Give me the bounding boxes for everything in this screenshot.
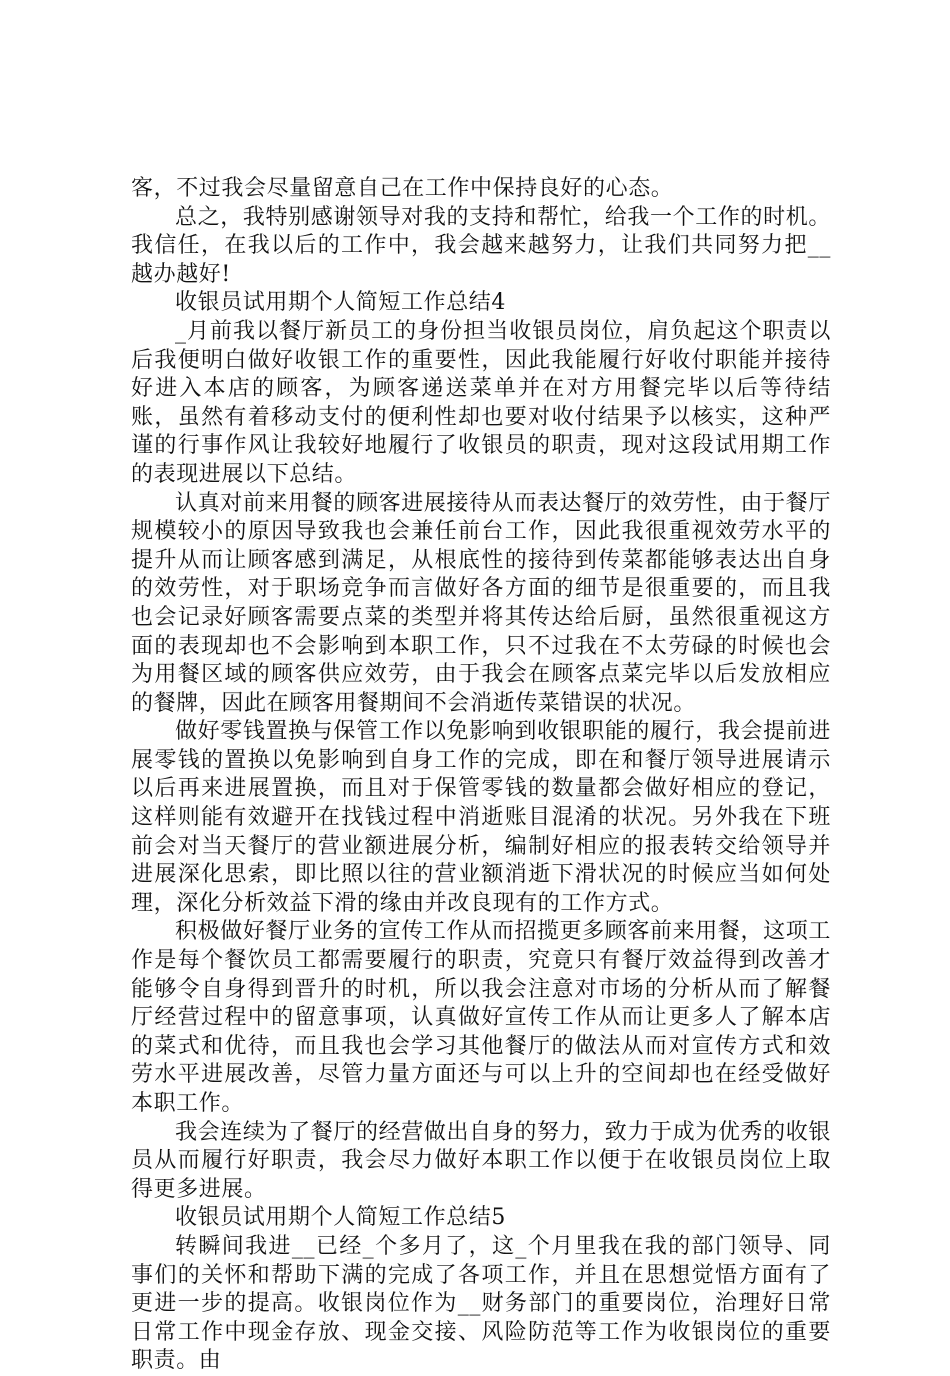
- paragraph-promotion: 积极做好餐厅业务的宣传工作从而招揽更多顾客前来用餐，这项工作是每个餐饮员工都需要履行的职责，究竟只有餐厅效益得到改善才能够令自身得到晋升的时机，所以我会注意对市场的分析从而了解餐厅经营过程中的留意事项，认真做好宣传工作从而让更多人了解本店的菜式和优待，而且我也会学习其他餐厅的做法从而对宣传方式和效劳水平进展改善，尽管力量方面还与可以上升的空间却也在经受做好本职工作。: [131, 919, 831, 1116]
- paragraph-change-management: 做好零钱置换与保管工作以免影响到收银职能的履行，我会提前进展零钱的置换以免影响到自身工作的完成，即在和餐厅领导进展请示以后再来进展置换，而且对于保管零钱的数量都会做好相应的登记，这样则能有效避开在找钱过程中消逝账目混淆的状况。另外我在下班前会对当天餐厅的营业额进展分析，编制好相应的报表转交给领导并进展深化思索，即比照以往的营业额消逝下滑状况的时候应当如何处理，深化分析效益下滑的缘由并改良现有的工作方式。: [131, 719, 831, 916]
- paragraph-conclusion-4: 我会连续为了餐厅的经营做出自身的努力，致力于成为优秀的收银员从而履行好职责，我会尽力做好本职工作以便于在收银员岗位上取得更多进展。: [131, 1119, 831, 1202]
- paragraph-intro-4: _月前我以餐厅新员工的身份担当收银员岗位，肩负起这个职责以后我便明白做好收银工作的重要性，因此我能履行好收付职能并接待好进入本店的顾客，为顾客递送菜单并在对方用餐完毕以后等待结账，虽然有着移动支付的便利性却也要对收付结果予以核实，这种严谨的行事作风让我较好地履行了收银员的职责，现对这段试用期工作的表现进展以下总结。: [131, 318, 831, 487]
- section-heading-5: 收银员试用期个人简短工作总结5: [175, 1205, 506, 1231]
- section-heading-4: 收银员试用期个人简短工作总结4: [175, 290, 506, 316]
- document-body: [131, 175, 831, 1376]
- paragraph-intro-5: 转瞬间我进__已经_个多月了，这_个月里我在我的部门领导、同事们的关怀和帮助下满的完成了各项工作，并且在思想觉悟方面有了更进一步的提高。收银岗位作为__财务部门的重要岗位，治理好日常日常工作中现金存放、现金交接、风险防范等工作为收银岗位的重要职责。由: [131, 1233, 831, 1374]
- paragraph-closing-thanks: 总之，我特别感谢领导对我的支持和帮忙，给我一个工作的时机。我信任，在我以后的工作中，我会越来越努力，让我们共同努力把__越办越好!: [131, 204, 831, 287]
- paragraph-continuation: 客，不过我会尽量留意自己在工作中保持良好的心态。: [131, 176, 674, 201]
- paragraph-reception: 认真对前来用餐的顾客进展接待从而表达餐厅的效劳性，由于餐厅规模较小的原因导致我也会兼任前台工作，因此我很重视效劳水平的提升从而让顾客感到满足，从根底性的接待到传菜都能够表达出自身的效劳性，对于职场竞争而言做好各方面的细节是很重要的，而且我也会记录好顾客需要点菜的类型并将其传达给后厨，虽然很重视这方面的表现却也不会影响到本职工作，只不过我在不太劳碌的时候也会为用餐区域的顾客供应效劳，由于我会在顾客点菜完毕以后发放相应的餐牌，因此在顾客用餐期间不会消逝传菜错误的状况。: [131, 490, 831, 716]
